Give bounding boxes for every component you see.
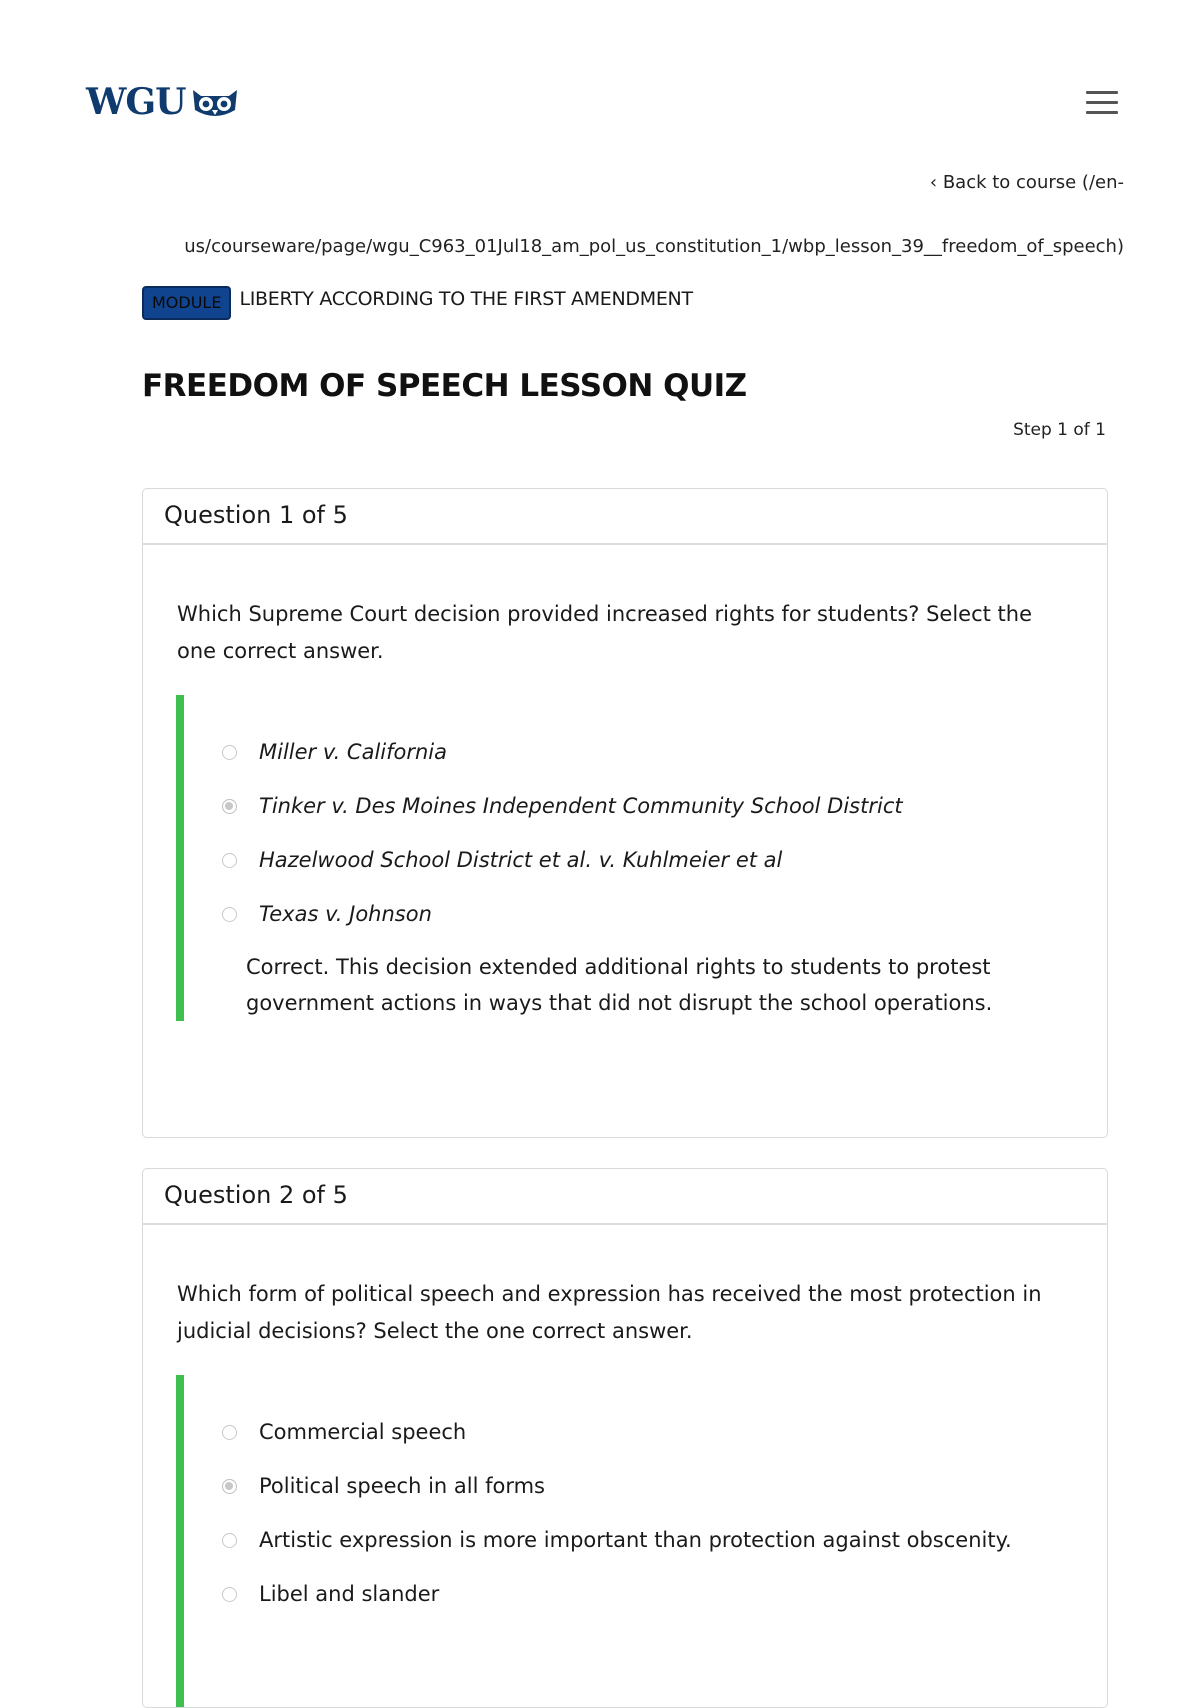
answer-label: Tinker v. Des Moines Independent Community School District (259, 794, 903, 818)
radio-button[interactable] (222, 853, 237, 868)
top-bar (0, 0, 1200, 150)
answer-option-selected[interactable] (184, 1459, 1107, 1513)
step-indicator: Step 1 of 1 (1013, 420, 1106, 440)
module-badge: MODULE (142, 286, 231, 320)
wgu-logo[interactable] (86, 82, 240, 122)
radio-button[interactable] (222, 1533, 237, 1548)
answer-list (176, 695, 1107, 1021)
answer-option[interactable] (184, 887, 1107, 941)
back-link-line-2: us/courseware/page/wgu_C963_01Jul18_am_pol_us_constitution_1/wbp_lesson_39__freedom_of_speech) (184, 236, 1124, 257)
question-header: Question 1 of 5 (143, 489, 1107, 545)
back-to-course-link[interactable] (124, 170, 1124, 260)
menu-bar (1086, 111, 1118, 114)
logo-text: WGU (86, 81, 186, 123)
answer-label: Artistic expression is more important than protection against obscenity. (259, 1528, 1012, 1552)
answer-label: Miller v. California (259, 740, 448, 764)
menu-bar (1086, 91, 1118, 94)
page-title: FREEDOM OF SPEECH LESSON QUIZ (142, 368, 747, 404)
question-text: Which Supreme Court decision provided increased rights for students? Select the one correct answer. (177, 602, 1033, 663)
answer-option-selected[interactable] (184, 779, 1107, 833)
answer-label: Hazelwood School District et al. v. Kuhlmeier et al (259, 848, 783, 872)
answer-label: Texas v. Johnson (259, 902, 432, 926)
answer-label: Libel and slander (259, 1582, 440, 1606)
answer-label: Political speech in all forms (259, 1474, 546, 1498)
module-row (142, 286, 693, 320)
hamburger-menu-icon[interactable] (1086, 88, 1118, 116)
radio-button-selected[interactable] (222, 1479, 237, 1494)
module-title: LIBERTY ACCORDING TO THE FIRST AMENDMENT (239, 288, 693, 310)
answer-option[interactable] (184, 725, 1107, 779)
answer-option[interactable] (184, 833, 1107, 887)
answer-option[interactable] (184, 1567, 1107, 1621)
answer-option[interactable] (184, 1513, 1107, 1567)
back-link-line-1: ‹ Back to course (/en- (929, 172, 1124, 193)
question-card-2 (142, 1168, 1108, 1708)
radio-button[interactable] (222, 1587, 237, 1602)
answer-list (176, 1375, 1107, 1708)
answer-label: Commercial speech (259, 1420, 467, 1444)
question-text: Which form of political speech and expression has received the most protection in judicial decisions? Select the one correct answer. (177, 1282, 1042, 1343)
menu-bar (1086, 101, 1118, 104)
radio-button-selected[interactable] (222, 799, 237, 814)
radio-button[interactable] (222, 907, 237, 922)
answer-feedback: Correct. This decision extended additional rights to students to protest government actions in ways that did not disrupt the school operations. (246, 955, 993, 1015)
radio-button[interactable] (222, 745, 237, 760)
answer-option[interactable] (184, 1405, 1107, 1459)
question-card-1 (142, 488, 1108, 1138)
owl-icon (190, 84, 240, 120)
radio-button[interactable] (222, 1425, 237, 1440)
question-header: Question 2 of 5 (143, 1169, 1107, 1225)
